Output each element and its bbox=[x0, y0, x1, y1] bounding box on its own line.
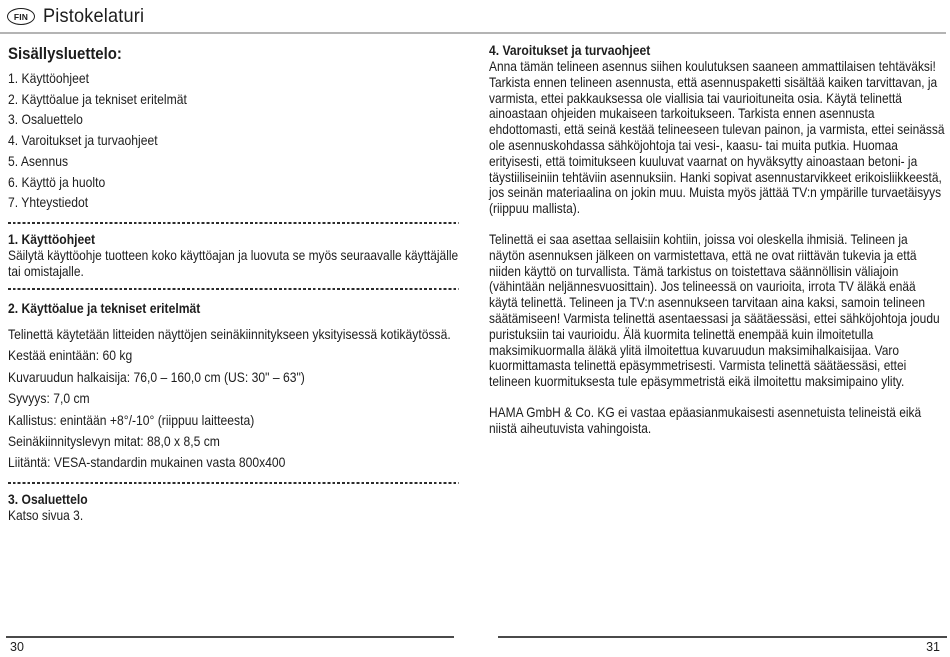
toc-item-1: 1. Käyttöohjeet bbox=[8, 71, 90, 86]
toc-item-6: 6. Käyttö ja huolto bbox=[8, 174, 106, 190]
toc-item-5: 5. Asennus bbox=[8, 153, 69, 169]
spec-screen-diagonal: Kuvaruudun halkaisija: 76,0 – 160,0 cm (US: 30" – 63") bbox=[8, 369, 305, 385]
section-4-paragraph-2: Telinettä ei saa asettaa sellaisiin kohtiin, joissa voi oleskella ihmisiä. Telineen ja näytön asennuksen jälkeen on varmistettava, että ne ovat riittävän tukevia ja että niiden käyttö on turvallista. Tämä tarkistus on toistettava säännöllisin väliajoin (vähintään neljännesvuosittain). Jos telineessä on vaurioita, irrota TV äläkä enää käytä telinettä. Telineen ja TV:n asennukseen tarvitaan aina kaksi, samoin telineen säätämiseen! Varmista telinettä asentaessasi ja säätäessäsi, ettei sähköjohtoja joudu puristuksiin tai vaurioidu. Älä kuormita telinettä enempää kuin ilmoitetulla maksimikuormalla äläkä ylitä ilmoitettua kuvaruudun maksimihalkaisijaa. Varo kuormittamasta telinettä epäsymmetrisesti. Varmista telinettä säätäessäsi, ettei telineen kuormituksesta tule epäsymmetristä eikä ilmoitettu maksimipaino ylity. bbox=[489, 231, 940, 390]
footer-rule-left bbox=[6, 636, 454, 638]
toc-item-2: 2. Käyttöalue ja tekniset eritelmät bbox=[8, 91, 187, 107]
page-number-left: 30 bbox=[10, 640, 24, 654]
language-badge-label: FIN bbox=[13, 11, 29, 22]
language-badge-icon bbox=[7, 8, 35, 25]
section-2-heading: 2. Käyttöalue ja tekniset eritelmät bbox=[8, 300, 201, 316]
toc-title: Sisällysluettelo: bbox=[8, 44, 122, 63]
section-3 bbox=[8, 492, 459, 524]
toc-item-3: 3. Osaluettelo bbox=[8, 112, 83, 128]
spec-vesa: Liitäntä: VESA-standardin mukainen vasta 800x400 bbox=[8, 455, 286, 471]
document-header bbox=[7, 5, 152, 28]
dashed-separator bbox=[8, 222, 459, 224]
page-title: Pistokelaturi bbox=[43, 5, 145, 27]
left-page-column bbox=[8, 44, 459, 524]
spec-wall-plate: Seinäkiinnityslevyn mitat: 88,0 x 8,5 cm bbox=[8, 433, 220, 449]
section-4-paragraph-1: Anna tämän telineen asennus siihen koulutuksen saaneen ammattilaisen tehtäväksi! Tarkista ennen telineen asennusta, että asennuspaketti sisältää kaiken tarvittavan, ja varmista, ettei pakkauksessa ole viallisia tai vaurioituneita osia. Käytä telinettä ainoastaan ohjeiden mukaiseen tarkoitukseen. Tarkista ennen asennusta ehdottomasti, että seinä kestää telineeseen tulevan painon, ja varmista, ettei seinässä ole asennuskohdassa sähköjohtoja tai vesi-, kaasu- tai muita putkia. Huomaa erityisesti, että toimitukseen kuuluvat vaarnat on hyväksytty ainoastaan betoni- ja täystiiliseiniin tehtäviin asennuksiin. Hanki sopivat asennustarvikkeet erikoisliikkeestä, jos seinän materiaalina on jokin muu. Muista myös jättää TV:n ympärille turvaetäisyys (riippuu mallista). bbox=[489, 59, 945, 217]
section-1-body: Säilytä käyttöohje tuotteen koko käyttöajan ja luovuta se myös seuraavalle käyttäjälle tai omistajalle. bbox=[8, 247, 459, 279]
section-1 bbox=[8, 232, 459, 280]
section-2 bbox=[8, 301, 459, 474]
section-4-heading: 4. Varoitukset ja turvaohjeet bbox=[489, 43, 651, 58]
right-page-column bbox=[489, 43, 946, 437]
section-3-heading: 3. Osaluettelo bbox=[8, 491, 88, 507]
toc-item-4: 4. Varoitukset ja turvaohjeet bbox=[8, 133, 158, 149]
table-of-contents bbox=[8, 69, 459, 214]
dashed-separator bbox=[8, 288, 459, 290]
page-number-right: 31 bbox=[926, 640, 940, 654]
spec-tilt: Kallistus: enintään +8°/-10° (riippuu laitteesta) bbox=[8, 412, 255, 428]
toc-item-7: 7. Yhteystiedot bbox=[8, 195, 89, 211]
dashed-separator bbox=[8, 482, 459, 484]
footer-rule-right bbox=[498, 636, 947, 638]
section-4-paragraph-3: HAMA GmbH & Co. KG ei vastaa epäasianmukaisesti asennetuista telineistä eikä niistä aiheutuvista vahingoista. bbox=[489, 404, 922, 436]
spec-depth: Syvyys: 7,0 cm bbox=[8, 391, 90, 407]
header-divider bbox=[0, 32, 946, 34]
section-1-heading: 1. Käyttöohjeet bbox=[8, 231, 96, 247]
section-3-body: Katso sivua 3. bbox=[8, 507, 84, 523]
section-2-intro: Telinettä käytetään litteiden näyttöjen seinäkiinnitykseen yksityisessä kotikäytössä. bbox=[8, 326, 451, 342]
spec-max-load: Kestää enintään: 60 kg bbox=[8, 348, 133, 364]
